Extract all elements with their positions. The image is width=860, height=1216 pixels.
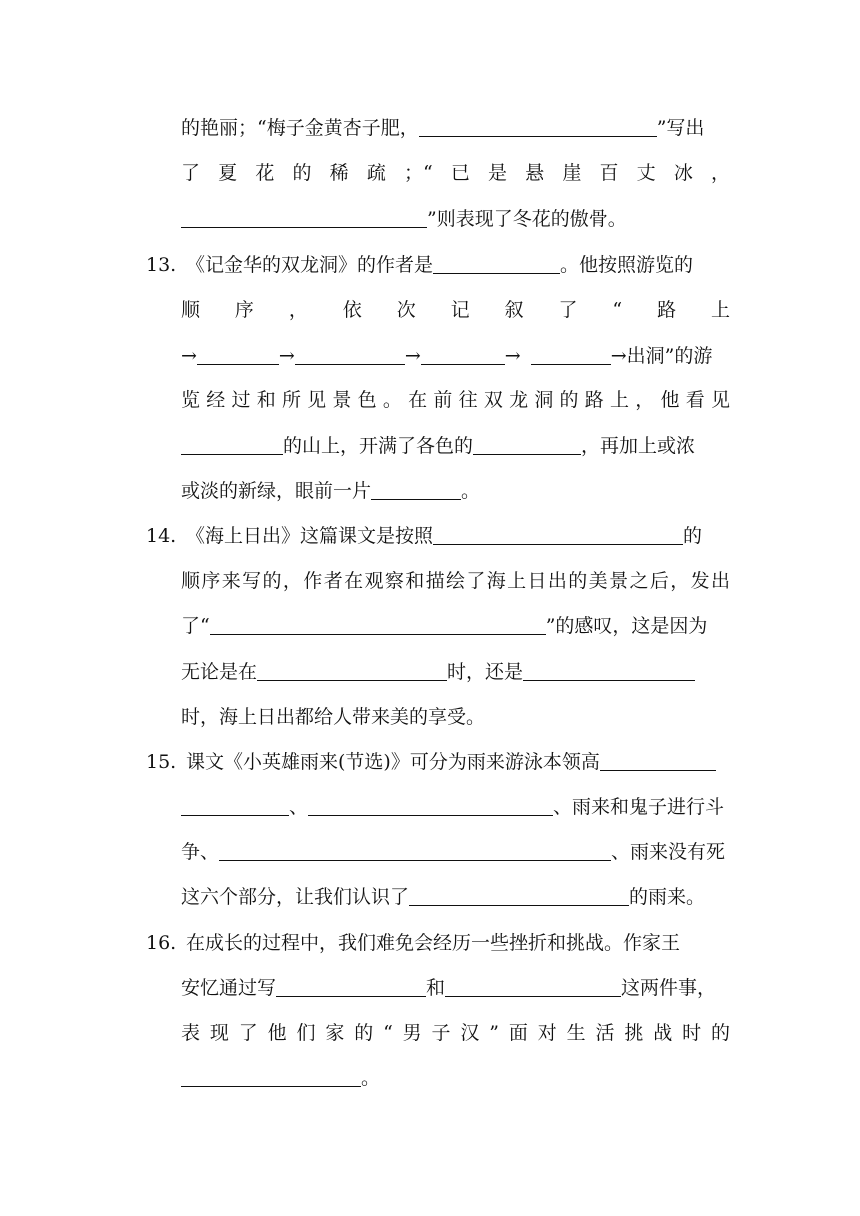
answer-blank[interactable] bbox=[181, 209, 427, 228]
answer-blank[interactable] bbox=[409, 887, 629, 906]
answer-blank[interactable] bbox=[473, 436, 581, 455]
answer-blank[interactable] bbox=[197, 346, 279, 365]
q13-line-1 bbox=[146, 253, 730, 277]
answer-blank[interactable] bbox=[433, 526, 683, 545]
q14-text: 时，海上日出都给人带来美的享受。 bbox=[181, 706, 486, 728]
answer-blank[interactable] bbox=[523, 662, 695, 681]
answer-blank[interactable] bbox=[445, 978, 621, 997]
q15-text: 、 bbox=[289, 796, 309, 818]
q13-line-4 bbox=[181, 388, 730, 412]
q16-text: 和 bbox=[426, 977, 446, 999]
q15-text: 课文《小英雄雨来(节选)》可分为雨来游泳本领高 bbox=[186, 751, 600, 773]
q16-text: 表现了他们家的“男子汉”面对生活挑战时的 bbox=[181, 1022, 730, 1044]
question-number: 13. bbox=[146, 254, 177, 276]
q15-text: 、雨来和鬼子进行斗 bbox=[553, 796, 725, 818]
q14-text: 了“ bbox=[181, 615, 210, 637]
q14-line-1 bbox=[146, 524, 730, 548]
q12-line-2 bbox=[181, 161, 730, 185]
q14-text: ”的感叹，这是因为 bbox=[545, 615, 708, 637]
answer-blank[interactable] bbox=[276, 978, 426, 997]
answer-blank[interactable] bbox=[419, 118, 657, 137]
q14-text: 的 bbox=[683, 525, 703, 547]
q13-line-5 bbox=[181, 434, 730, 458]
q14-text: 无论是在 bbox=[181, 661, 258, 683]
q13-line-3 bbox=[181, 344, 730, 368]
q15-text: 的雨来。 bbox=[629, 886, 706, 908]
answer-blank[interactable] bbox=[257, 662, 447, 681]
answer-blank[interactable] bbox=[181, 436, 283, 455]
arrow-text: → bbox=[404, 345, 421, 367]
q14-line-5 bbox=[181, 705, 730, 729]
arrow-text: → bbox=[278, 345, 295, 367]
q13-text: 或淡的新绿，眼前一片 bbox=[181, 480, 372, 502]
question-number: 14. bbox=[146, 525, 177, 547]
answer-blank[interactable] bbox=[600, 752, 716, 771]
answer-blank[interactable] bbox=[219, 842, 611, 861]
q15-text: 、雨来没有死 bbox=[611, 841, 726, 863]
q16-text: 。 bbox=[361, 1067, 381, 1089]
q12-line-3 bbox=[181, 207, 730, 231]
question-number: 15. bbox=[146, 751, 177, 773]
answer-blank[interactable] bbox=[308, 797, 553, 816]
answer-blank[interactable] bbox=[181, 1068, 361, 1087]
answer-blank[interactable] bbox=[433, 255, 560, 274]
answer-blank[interactable] bbox=[181, 797, 289, 816]
q12-line-1 bbox=[181, 116, 730, 140]
q16-text: 这两件事， bbox=[621, 977, 717, 999]
q14-line-4 bbox=[181, 660, 730, 684]
answer-blank[interactable] bbox=[421, 346, 505, 365]
q14-text: 顺序来写的，作者在观察和描绘了海上日出的美景之后，发出 bbox=[181, 570, 730, 592]
q13-text: 《记金华的双龙洞》的作者是 bbox=[186, 254, 434, 276]
q16-text: 在成长的过程中，我们难免会经历一些挫折和挑战。作家王 bbox=[186, 932, 681, 954]
q13-text: →出洞”的游 bbox=[610, 345, 713, 367]
q16-line-3 bbox=[181, 1021, 730, 1045]
q12-text: ”则表现了冬花的傲骨。 bbox=[427, 208, 627, 230]
q16-line-4 bbox=[181, 1066, 730, 1090]
q12-text: 了夏花的稀疏；“已是悬崖百丈冰， bbox=[181, 162, 730, 184]
q15-line-2 bbox=[181, 795, 730, 819]
q15-text: 这六个部分，让我们认识了 bbox=[181, 886, 410, 908]
q15-line-3 bbox=[181, 840, 730, 864]
q13-text: 。 bbox=[461, 480, 481, 502]
q13-text: 览经过和所见景色。在前往双龙洞的路上，他看见 bbox=[181, 389, 730, 411]
q13-text: 顺序，依次记叙了“路上 bbox=[181, 299, 730, 321]
q13-text: 。他按照游览的 bbox=[560, 254, 694, 276]
q14-line-2 bbox=[181, 569, 730, 593]
q16-text: 安忆通过写 bbox=[181, 977, 277, 999]
q15-text: 争、 bbox=[181, 841, 220, 863]
q12-text: 的艳丽；“梅子金黄杏子肥， bbox=[181, 117, 419, 139]
q16-line-2 bbox=[181, 976, 730, 1000]
q15-line-4 bbox=[181, 885, 730, 909]
q12-text: ”写出 bbox=[656, 117, 705, 139]
q14-text: 《海上日出》这篇课文是按照 bbox=[186, 525, 434, 547]
answer-blank[interactable] bbox=[371, 481, 461, 500]
answer-blank[interactable] bbox=[531, 346, 611, 365]
arrow-text: → bbox=[181, 345, 197, 367]
q14-text: 时，还是 bbox=[447, 661, 524, 683]
q15-line-1 bbox=[146, 750, 730, 774]
question-number: 16. bbox=[146, 932, 177, 954]
arrow-text: → bbox=[504, 345, 521, 367]
q13-text: ，再加上或浓 bbox=[581, 435, 696, 457]
q13-text: 的山上，开满了各色的 bbox=[283, 435, 474, 457]
q13-line-2 bbox=[181, 298, 730, 322]
answer-blank[interactable] bbox=[210, 616, 546, 635]
q14-line-3 bbox=[181, 614, 730, 638]
q16-line-1 bbox=[146, 931, 730, 955]
q13-line-6 bbox=[181, 479, 730, 503]
answer-blank[interactable] bbox=[295, 346, 405, 365]
